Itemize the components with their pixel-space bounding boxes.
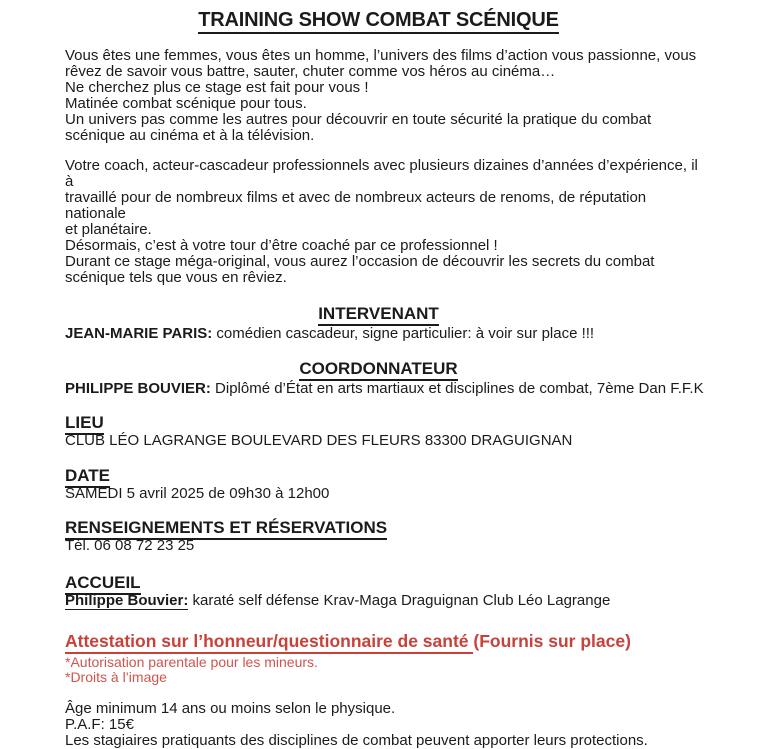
- footer-line: Les stagiaires pratiquants des disciplines de combat peuvent apporter leurs protections.: [65, 732, 648, 749]
- renseignements-heading: RENSEIGNEMENTS ET RÉSERVATIONS: [65, 518, 705, 538]
- attestation-note: *Droits à l’image: [65, 669, 167, 685]
- footer-paragraph: [65, 701, 705, 749]
- accueil-description: karaté self défense Krav-Maga Draguignan Club Léo Lagrange: [192, 592, 611, 609]
- renseignements-phone: Tél. 06 08 72 23 25: [65, 537, 195, 554]
- text-line: scénique au cinéma et à la télévision.: [65, 127, 315, 144]
- lieu-heading: LIEU: [65, 413, 705, 433]
- coordonnateur-line: [65, 381, 705, 397]
- text-line: Désormais, c’est à votre tour d’être coaché par ce professionnel !: [65, 237, 498, 254]
- accueil-heading: ACCUEIL: [65, 573, 705, 593]
- intervenant-name: JEAN-MARIE PARIS:: [65, 325, 213, 342]
- text-line: scénique tels que vous en rêviez.: [65, 269, 287, 286]
- text-line: rêvez de savoir vous battre, sauter, chuter comme vos héros au cinéma…: [65, 63, 556, 80]
- text-line: Durant ce stage méga-original, vous aurez l’occasion de découvrir les secrets du combat: [65, 253, 655, 270]
- intervenant-heading: INTERVENANT: [52, 304, 705, 324]
- page-title-text: TRAINING SHOW COMBAT SCÉNIQUE: [198, 9, 559, 34]
- attestation-heading-underlined: Attestation sur l’honneur/questionnaire de santé: [65, 631, 473, 654]
- intervenant-line: [65, 326, 705, 342]
- text-line: Matinée combat scénique pour tous.: [65, 95, 307, 112]
- coordonnateur-description: Diplômé d’État en arts martiaux et disciplines de combat, 7ème Dan F.F.K: [215, 380, 704, 397]
- coordonnateur-name: PHILIPPE BOUVIER:: [65, 380, 211, 397]
- text-line: travaillé pour de nombreux films et avec de nombreux acteurs de renoms, de réputation nationale: [65, 189, 647, 222]
- intervenant-description: comédien cascadeur, signe particulier: à voir sur place !!!: [216, 325, 595, 342]
- text-line: Ne cherchez plus ce stage est fait pour vous !: [65, 79, 369, 96]
- text-line: et planétaire.: [65, 221, 152, 238]
- text-line: Votre coach, acteur-cascadeur professionnels avec plusieurs dizaines d’années d’expérience, il à: [65, 157, 698, 190]
- footer-line: Âge minimum 14 ans ou moins selon le physique.: [65, 700, 396, 717]
- page-title: [52, 8, 705, 32]
- accueil-name: Philippe Bouvier:: [65, 592, 189, 609]
- attestation-note: *Autorisation parentale pour les mineurs.: [65, 654, 318, 670]
- accueil-line: [65, 593, 705, 609]
- coordonnateur-heading: COORDONNATEUR: [52, 359, 705, 379]
- intro-paragraph: [65, 48, 705, 144]
- attestation-heading: [65, 631, 705, 652]
- attestation-heading-suffix: (Fournis sur place): [473, 631, 631, 651]
- text-line: Un univers pas comme les autres pour découvrir en toute sécurité la pratique du combat: [65, 111, 652, 128]
- lieu-text: CLUB LÉO LAGRANGE BOULEVARD DES FLEURS 83300 DRAGUIGNAN: [65, 432, 573, 449]
- footer-line: P.A.F: 15€: [65, 716, 134, 733]
- date-text: SAMEDI 5 avril 2025 de 09h30 à 12h00: [65, 485, 330, 502]
- date-heading: DATE: [65, 466, 705, 486]
- coach-paragraph: [65, 158, 705, 286]
- text-line: Vous êtes une femmes, vous êtes un homme, l’univers des films d’action vous passionne, vous: [65, 47, 697, 64]
